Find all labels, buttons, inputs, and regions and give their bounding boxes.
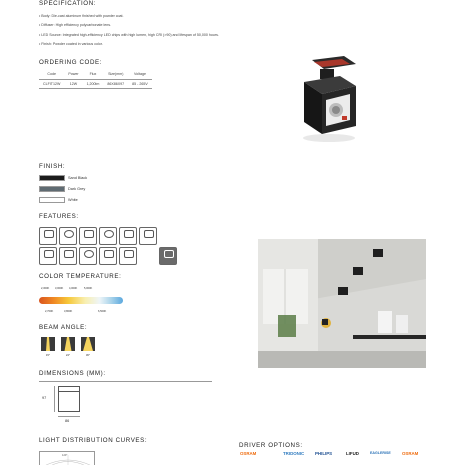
features-heading: FEATURES:	[39, 213, 79, 220]
cct-label-bottom: 6,500K	[98, 310, 107, 313]
driver-options-heading: DRIVER OPTIONS:	[239, 442, 303, 449]
ordering-code-heading: ORDERING CODE:	[39, 59, 103, 66]
ordering-table-header	[39, 70, 152, 79]
finish-white	[39, 197, 78, 203]
cell-flux: 1,200lm	[86, 81, 100, 86]
led-chip-icon	[79, 227, 97, 245]
swatch-white	[39, 197, 65, 203]
spec-item-body: • Body: Die-cast aluminum finished with powder coat.	[39, 14, 124, 18]
col-voltage: Voltage	[133, 72, 146, 77]
col-power: Power	[68, 72, 79, 77]
cct-label-bottom: 2,700K	[45, 310, 54, 313]
cell-code: CLFIT12W	[43, 81, 61, 86]
swatch-sand-black	[39, 175, 65, 181]
driver-logo: OSRAM	[240, 451, 257, 456]
cct-label-top: 4,000K	[69, 287, 78, 290]
finish-label: Sand Black	[68, 176, 88, 180]
spec-item-led-source: • LED Source: Integrated high-efficiency LED chips with high lumen, high CRI (>90) and lifespan of 50,000 hours.	[39, 32, 219, 37]
divider	[39, 381, 212, 382]
room-photo	[258, 239, 426, 368]
distribution-curve-frame	[39, 451, 95, 465]
finish-label: White	[68, 198, 78, 202]
spec-item-finish: • Finish: Powder coated in various color.	[39, 42, 103, 47]
col-code: Code	[47, 72, 56, 77]
finish-label: Dark Grey	[68, 187, 86, 191]
col-flux: Flux	[89, 72, 97, 77]
cct-label-top: 2,300K	[41, 287, 50, 290]
beam-24-icon	[61, 337, 75, 351]
cell-power: 12W	[69, 81, 78, 86]
beam-label: 24°	[65, 353, 71, 357]
light-distribution-heading: LIGHT DISTRIBUTION CURVES:	[39, 437, 148, 444]
beam-15-icon	[41, 337, 55, 351]
rohs-icon	[159, 247, 177, 265]
lifespan-icon	[119, 227, 137, 245]
cell-size: 86X86X97	[107, 81, 125, 86]
efficiency-icon	[59, 247, 77, 265]
dimensions-heading: DIMENSIONS (MM):	[39, 370, 106, 377]
height-value: 97	[42, 396, 47, 400]
driver-logo: OSRAM	[402, 451, 419, 456]
ip-rating-icon	[39, 227, 57, 245]
cct-label-bottom: 3,800K	[64, 310, 73, 313]
cri-icon	[99, 227, 117, 245]
beam-label: 15°	[45, 353, 51, 357]
beam-36-icon	[81, 337, 95, 351]
energy-class-icon	[139, 227, 157, 245]
swatch-dark-grey	[39, 186, 65, 192]
table-row	[39, 79, 152, 88]
flicker-free-icon	[39, 247, 57, 265]
rotation-icon	[79, 247, 97, 265]
distribution-angle-label: 120°	[62, 454, 68, 457]
beam-angle-heading: BEAM ANGLE:	[39, 324, 88, 331]
spec-item-diffuser: • Diffuser: High efficiency polycarbonate lens.	[39, 23, 112, 28]
ce-icon	[119, 247, 137, 265]
spec-list	[39, 12, 339, 50]
finish-dark-grey	[39, 186, 85, 192]
finish-sand-black	[39, 175, 87, 181]
color-temperature-bar	[39, 297, 123, 304]
ordering-table	[39, 70, 152, 89]
width-value: 86	[65, 419, 70, 423]
globe-icon	[59, 227, 77, 245]
color-temperature-heading: COLOR TEMPERATURE:	[39, 273, 122, 280]
warranty-icon	[99, 247, 117, 265]
cct-label-top: 3,000K	[55, 287, 64, 290]
finish-heading: FINISH:	[39, 163, 66, 170]
col-size: Size(mm)	[108, 72, 124, 77]
cct-label-top: 5,000K	[84, 287, 93, 290]
driver-logo: EAGLERISE	[370, 451, 391, 455]
width-dimension-line	[58, 416, 80, 417]
dimension-drawing	[58, 386, 80, 412]
driver-logo: TRIDONIC	[283, 451, 305, 456]
cell-voltage: 85 - 265V	[132, 81, 148, 86]
height-dimension-line	[54, 386, 55, 412]
beam-label: 36°	[85, 353, 91, 357]
driver-logo: PHILIPS	[315, 451, 333, 456]
product-image	[292, 52, 364, 144]
specification-heading: SPECIFICATION:	[39, 0, 97, 7]
driver-logo: LIFUD	[346, 451, 359, 456]
